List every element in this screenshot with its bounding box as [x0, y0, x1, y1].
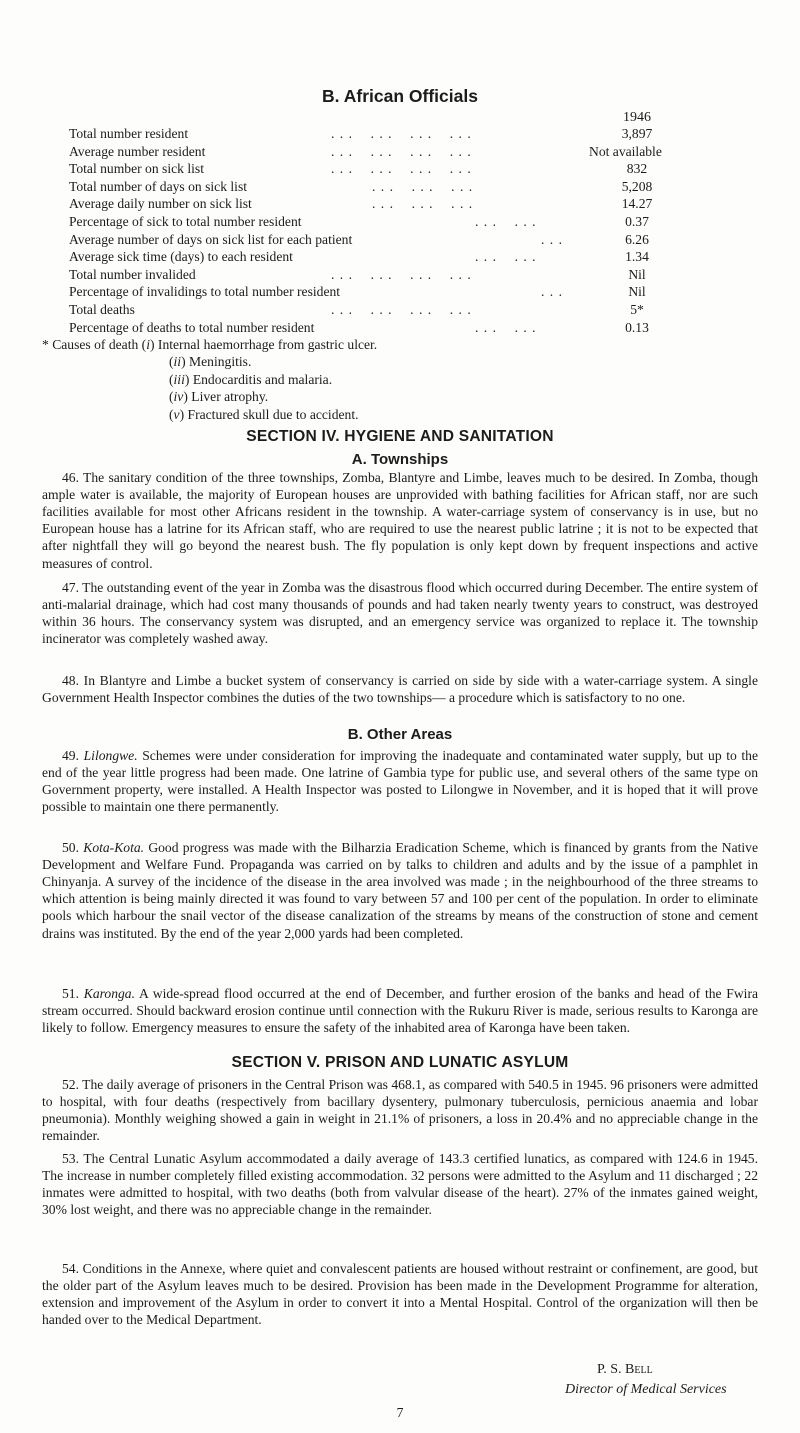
townships-subheading: A. Townships [351, 451, 449, 468]
paragraph-53: 53. The Central Lunatic Asylum accommodated a daily average of 143.3 certified lunatics, as compared with 124.6 in 1945. The increase in number completely filled existing accommodation. 32 persons were admitted to the Asylum and 11 discharged ; 22 inmates were admitted to hospital, with two deaths (both from valvular disease of the heart). 27% of the inmates gained weight, 30% lost weight, and there was no appreciable change in the remainder. [42, 1150, 758, 1218]
stat-value: Nil [628, 284, 646, 300]
stat-label: Percentage of invalidings to total number resident [69, 284, 341, 300]
year-column-header: 1946 [623, 110, 651, 125]
signatory-title: Director of Medical Services [565, 1382, 727, 1397]
section-b-heading: B. African Officials [322, 86, 478, 106]
stat-label: Average number resident [69, 143, 206, 159]
stats-row [69, 143, 729, 161]
stat-label: Percentage of sick to total number resident [69, 213, 302, 229]
signatory-name: P. S. Bell [597, 1362, 653, 1377]
stat-label: Total deaths [69, 301, 135, 317]
stat-value: 5,208 [621, 178, 653, 194]
cause-number: v [173, 406, 180, 422]
section-v-title: SECTION V. PRISON AND LUNATIC ASYLUM [231, 1054, 569, 1071]
cause-text: Endocarditis and malaria. [192, 371, 333, 387]
paragraph-48: 48. In Blantyre and Limbe a bucket system of conservancy is carried on side by side with a water-carriage system. A single Government Health Inspector combines the duties of the two townships— a procedure which is satisfactory to no one. [42, 672, 758, 705]
stat-value: Not available [589, 143, 662, 159]
cause-number: ii [173, 354, 182, 370]
leader-dots: . . . . . . . . . . . . [331, 126, 472, 141]
leader-dots: . . . [541, 231, 563, 247]
causes-of-death-list [42, 336, 762, 423]
stats-row [69, 283, 729, 301]
stat-value: 832 [626, 161, 648, 177]
paragraph-50 [42, 839, 758, 942]
place-name: Karonga. [83, 985, 135, 1001]
stat-label: Average sick time (days) to each resident [69, 249, 293, 265]
other-areas-subheading: B. Other Areas [347, 726, 453, 743]
stats-row [69, 301, 729, 319]
stat-value: 14.27 [621, 196, 653, 212]
cause-text: Fractured skull due to accident. [187, 406, 359, 422]
cause-number: i [146, 337, 150, 352]
stats-row [69, 195, 729, 213]
stats-row [69, 231, 729, 249]
cause-item: (v) Fractured skull due to accident. [169, 406, 359, 422]
stat-label: Average daily number on sick list [69, 196, 252, 212]
paragraph-49 [42, 747, 758, 816]
leader-dots: . . . . . . [475, 319, 537, 335]
para-text: Good progress was made with the Bilharzia Eradication Scheme, which is financed by grants from the Native Development and Welfare Fund. Propaganda was carried on by talks to children and adults and by the issue of a pamphlet in Chinyanja. A survey of the incidence of the disease in the area involved was made ; in the neighbourhood of the three streams to which attention is being mainly directed it was found to vary between 57 and 100 per cent of the population. In order to eliminate pools which harbour the snail vector of the disease canalization of the streams by means of the construction of stone and cement drains was instituted. By the end of the year 2,000 yards had been completed. [42, 839, 758, 941]
para-text: A wide-spread flood occurred at the end of December, and further erosion of the banks and head of the Fwira stream occurred. Should backward erosion continue until connection with the Rukuru River is made, serious results to Karonga are likely to follow. Emergency measures to ensure the safety of the inhabited area of Karonga have been taken. [42, 985, 759, 1035]
stat-value: 5* [630, 301, 644, 317]
paragraph-52: 52. The daily average of prisoners in the Central Prison was 468.1, as compared with 540.5 in 1945. 96 prisoners were admitted to hospital, with four deaths (respectively from bacillary dysentery, pulmonary tuberculosis, pernicious anaemia and lobar pneumonia). Monthly weighing showed a gain in weight in 21.1% of prisoners, a loss in 20.4% and no appreciable change in the remainder. [42, 1076, 758, 1144]
stat-value: Nil [628, 266, 646, 282]
cause-item: (iv) Liver atrophy. [169, 389, 269, 405]
cause-item: * Causes of death (i) Internal haemorrhage from gastric ulcer. [42, 337, 378, 352]
leader-dots: . . . . . . . . . . . . [331, 301, 472, 317]
stat-label: Average number of days on sick list for each patient [69, 231, 353, 247]
cause-item: (ii) Meningitis. [169, 354, 252, 370]
cause-number: iv [173, 389, 184, 405]
stat-label: Percentage of deaths to total number resident [69, 319, 315, 335]
para-number: 51. [62, 985, 79, 1001]
cause-item: (iii) Endocarditis and malaria. [169, 371, 333, 387]
stat-value: 6.26 [625, 231, 649, 247]
paragraph-54: 54. Conditions in the Annexe, where quiet and convalescent patients are housed without restraint or confinement, are good, but the older part of the Asylum leaves much to be desired. Provision has been made in the Development Programme for alteration, extension and improvement of the Asylum in order to convert it into a Mental Hospital. Control of the organization will then be handed over to the Medical Department. [42, 1260, 758, 1328]
stats-row [69, 178, 729, 196]
leader-dots: . . . . . . . . . . . . [331, 266, 472, 282]
stat-value: 1.34 [625, 249, 649, 265]
cause-text: Internal haemorrhage from gastric ulcer. [157, 337, 378, 352]
stats-row [69, 125, 729, 143]
cause-text: Liver atrophy. [191, 389, 269, 405]
stat-label: Total number on sick list [69, 161, 204, 177]
cause-text: Meningitis. [189, 354, 252, 370]
leader-dots: . . . . . . . . . [372, 196, 474, 212]
stats-row [69, 248, 729, 266]
place-name: Kota-Kota. [83, 839, 145, 855]
stats-row [69, 213, 729, 231]
stat-value: 3,897 [621, 126, 653, 141]
leader-dots: . . . [541, 284, 563, 300]
stat-label: Total number resident [69, 126, 189, 141]
place-name: Lilongwe. [83, 747, 138, 763]
stat-value: 0.13 [625, 319, 649, 335]
stat-label: Total number invalided [69, 266, 196, 282]
stat-value: 0.37 [625, 213, 649, 229]
stats-row [69, 319, 729, 337]
african-officials-stats-table [69, 125, 729, 336]
para-text: Schemes were under consideration for improving the inadequate and contaminated water supply, but up to the end of the year little progress had been made. One latrine of Gambia type for public use, and several others of the same type on Government property, were installed. A Health Inspector was posted to Lilongwe in November, and it is hoped that it will prove possible to maintain one there permanently. [42, 747, 759, 815]
cause-number: iii [173, 371, 185, 387]
para-number: 50. [62, 839, 79, 855]
para-number: 49. [62, 747, 79, 763]
causes-lead: * Causes of death [42, 337, 139, 352]
leader-dots: . . . . . . [475, 213, 537, 229]
leader-dots: . . . . . . [475, 249, 537, 265]
section-iv-title: SECTION IV. HYGIENE AND SANITATION [246, 428, 554, 445]
leader-dots: . . . . . . . . . . . . [331, 143, 472, 159]
page-number: 7 [396, 1405, 404, 1420]
stat-label: Total number of days on sick list [69, 178, 248, 194]
paragraph-47: 47. The outstanding event of the year in Zomba was the disastrous flood which occurred during December. The entire system of anti-malarial drainage, which had cost many thousands of pounds and had taken nearly twenty years to construct, was destroyed within 36 hours. The conservancy system was disrupted, and an emergency service was organized to replace it. The township incinerator was completely washed away. [42, 579, 758, 647]
stats-row [69, 160, 729, 178]
leader-dots: . . . . . . . . . [372, 178, 474, 194]
leader-dots: . . . . . . . . . . . . [331, 161, 472, 177]
stats-row [69, 266, 729, 284]
paragraph-46: 46. The sanitary condition of the three townships, Zomba, Blantyre and Limbe, leaves much to be desired. In Zomba, though ample water is available, the majority of European houses are unprovided with bathing facilities for African staff, nor are such facilities available for most other Africans resident in the township. A water-carriage system of conservancy is in use, but no European house has a latrine for its African staff, who are required to use the nearest public latrine ; it is not to be expected that after nightfall they will go beyond the nearest bush. The fly population is only kept down by frequent inspections and active measures of control. [42, 469, 758, 571]
paragraph-51 [42, 985, 758, 1037]
